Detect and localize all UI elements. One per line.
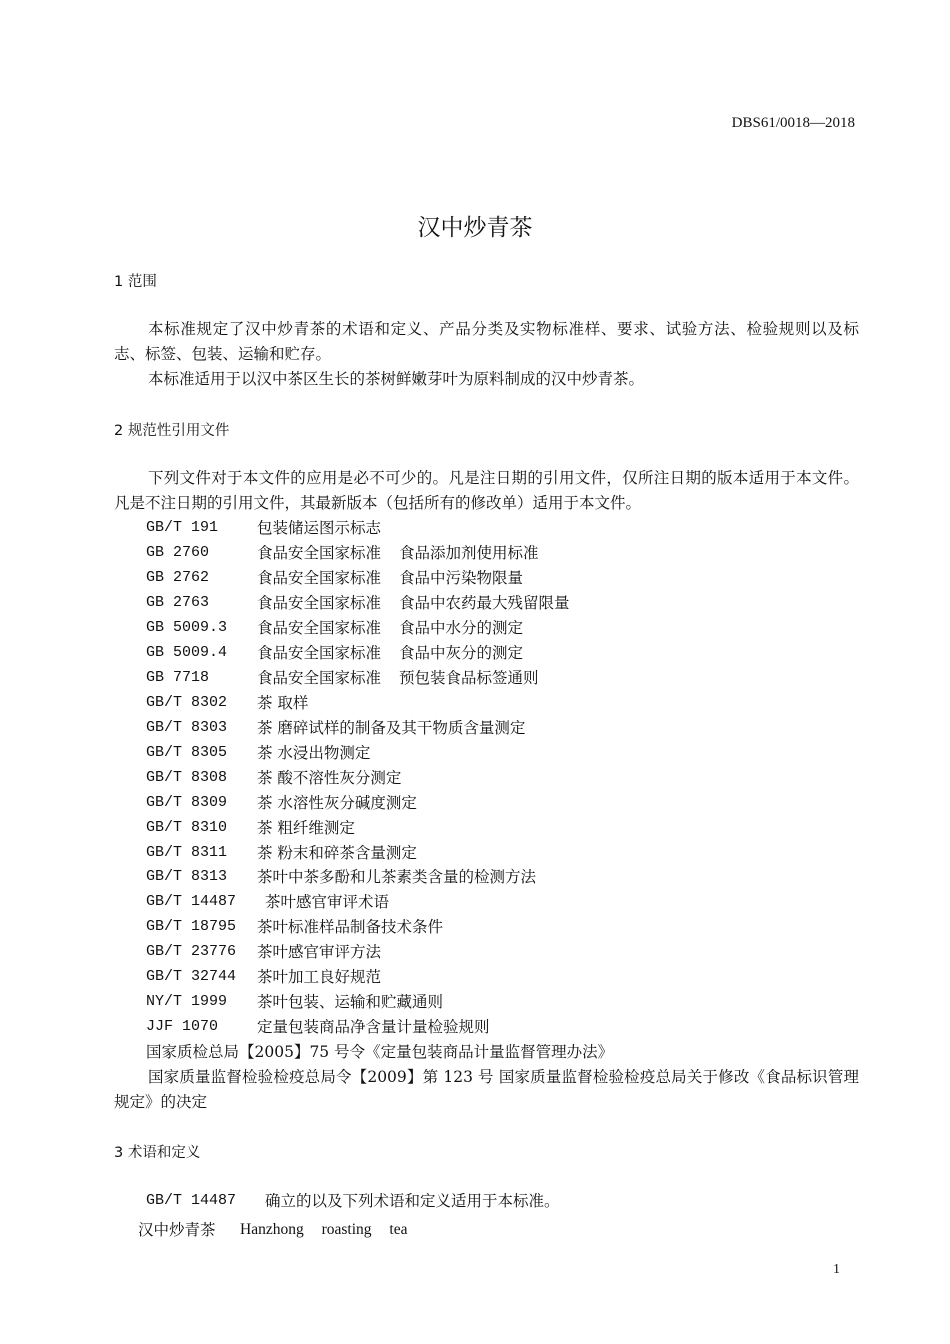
reference-code: GB 2762 xyxy=(146,569,210,586)
reference-title-b: 食品中污染物限量 xyxy=(399,569,524,587)
reference-title: 茶 粗纤维测定 xyxy=(257,819,355,837)
reference-code: JJF 1070 xyxy=(146,1018,219,1035)
page-number: 1 xyxy=(833,1262,840,1277)
section-1-paragraph-2: 本标准适用于以汉中茶区生长的茶树鲜嫩芽叶为原料制成的汉中炒青茶。 xyxy=(148,370,645,388)
reference-code: GB/T 8311 xyxy=(146,844,228,861)
reference-title-a: 食品安全国家标准 xyxy=(257,669,382,687)
reference-title: 茶 水溶性灰分碱度测定 xyxy=(257,794,417,812)
reference-title: 茶 酸不溶性灰分测定 xyxy=(257,769,402,787)
reference-decree-2009: 国家质量监督检验检疫总局令【2009】第 123 号 国家质量监督检验检疫总局关于修改《食品标识管理规定》的决定 xyxy=(114,1068,859,1111)
document-title: 汉中炒青茶 xyxy=(417,215,533,241)
reference-title xyxy=(257,616,523,641)
reference-title-b: 预包装食品标签通则 xyxy=(399,669,539,687)
reference-title xyxy=(257,591,570,616)
reference-code: GB/T 8310 xyxy=(146,819,228,836)
reference-title-a: 食品安全国家标准 xyxy=(257,544,382,562)
reference-code: GB/T 32744 xyxy=(146,968,237,985)
reference-title: 茶叶中茶多酚和儿茶素类含量的检测方法 xyxy=(257,868,537,886)
reference-title xyxy=(257,666,539,691)
reference-title: 定量包装商品净含量计量检验规则 xyxy=(257,1018,490,1036)
term-chinese: 汉中炒青茶 xyxy=(138,1221,216,1239)
reference-title: 包装储运图示标志 xyxy=(257,519,382,537)
reference-title: 茶叶标准样品制备技术条件 xyxy=(257,918,444,936)
reference-code: GB/T 18795 xyxy=(146,918,237,935)
reference-code: GB/T 23776 xyxy=(146,943,237,960)
reference-title-a: 食品安全国家标准 xyxy=(257,569,382,587)
reference-code: GB/T 8303 xyxy=(146,719,228,736)
reference-code: GB 2763 xyxy=(146,594,210,611)
reference-code: GB 5009.4 xyxy=(146,644,228,661)
reference-code: NY/T 1999 xyxy=(146,993,228,1010)
reference-code: GB/T 8305 xyxy=(146,744,228,761)
reference-title-b: 食品中农药最大残留限量 xyxy=(399,594,570,612)
reference-title: 茶叶感官审评方法 xyxy=(257,943,382,961)
reference-title xyxy=(257,541,539,566)
document-code: DBS61/0018—2018 xyxy=(731,115,855,131)
reference-title-b: 食品中水分的测定 xyxy=(399,619,524,637)
reference-title: 茶叶感官审评术语 xyxy=(265,893,390,911)
reference-title: 茶 粉末和碎茶含量测定 xyxy=(257,844,417,862)
reference-title: 茶 磨碎试样的制备及其干物质含量测定 xyxy=(257,719,526,737)
reference-title: 茶叶加工良好规范 xyxy=(257,968,382,986)
section-3-heading: 3 术语和定义 xyxy=(114,1145,201,1161)
reference-title xyxy=(257,566,523,591)
reference-code: GB/T 8308 xyxy=(146,769,228,786)
reference-code: GB/T 8313 xyxy=(146,868,228,885)
reference-title: 茶 水浸出物测定 xyxy=(257,744,371,762)
section-2-heading: 2 规范性引用文件 xyxy=(114,423,230,439)
term-english: Hanzhong roasting tea xyxy=(240,1221,408,1238)
reference-title-a: 食品安全国家标准 xyxy=(257,594,382,612)
reference-code: GB 7718 xyxy=(146,669,210,686)
reference-code: GB/T 191 xyxy=(146,519,219,536)
reference-title-a: 食品安全国家标准 xyxy=(257,619,382,637)
reference-title-b: 食品中灰分的测定 xyxy=(399,644,524,662)
reference-title xyxy=(257,641,523,666)
section-2-intro: 下列文件对于本文件的应用是必不可少的。凡是注日期的引用文件，仅所注日期的版本适用于本文件。凡是不注日期的引用文件，其最新版本（包括所有的修改单）适用于本文件。 xyxy=(114,469,859,512)
reference-title: 茶 取样 xyxy=(257,694,309,712)
reference-title: 茶叶包装、运输和贮藏通则 xyxy=(257,993,444,1011)
reference-code: GB/T 8309 xyxy=(146,794,228,811)
reference-decree-2005: 国家质检总局【2005】75 号令《定量包装商品计量监督管理办法》 xyxy=(146,1043,614,1061)
reference-code: GB 5009.3 xyxy=(146,619,228,636)
reference-title-b: 食品添加剂使用标准 xyxy=(399,544,539,562)
reference-code: GB 2760 xyxy=(146,544,210,561)
reference-code: GB/T 14487 xyxy=(146,893,237,910)
definitions-source-code: GB/T 14487 xyxy=(146,1192,237,1209)
reference-code: GB/T 8302 xyxy=(146,694,228,711)
section-1-paragraph-1: 本标准规定了汉中炒青茶的术语和定义、产品分类及实物标准样、要求、试验方法、检验规则以及标志、标签、包装、运输和贮存。 xyxy=(114,320,859,363)
definitions-intro: 确立的以及下列术语和定义适用于本标准。 xyxy=(265,1192,560,1210)
reference-title-a: 食品安全国家标准 xyxy=(257,644,382,662)
section-1-heading: 1 范围 xyxy=(114,274,157,290)
